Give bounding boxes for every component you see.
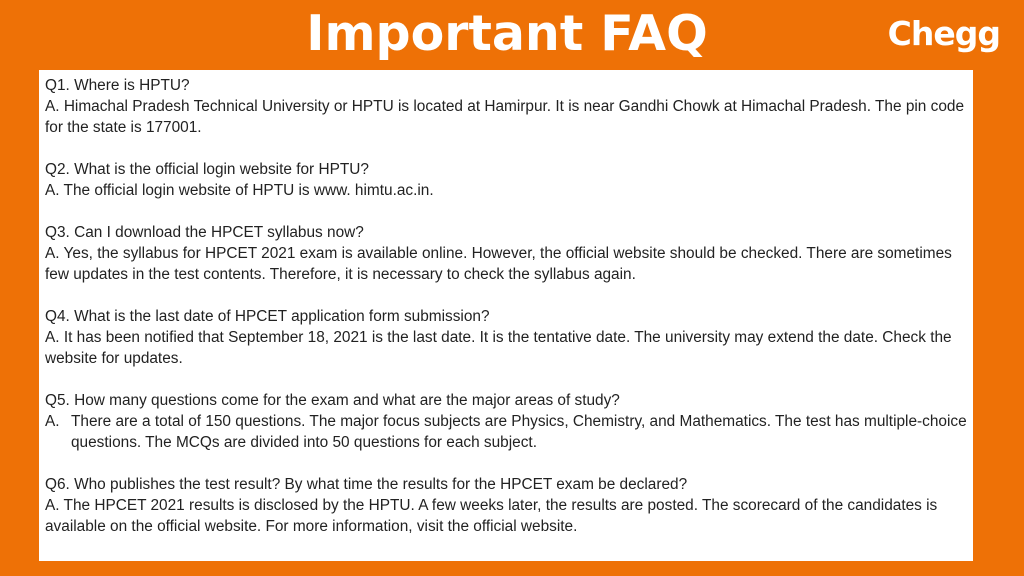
faq-item-6: [45, 474, 967, 537]
faq-answer: A. The HPCET 2021 results is disclosed by the HPTU. A few weeks later, the results are posted. The scorecard of the candidates is available on the official website. For more information, visit the official website.: [45, 497, 938, 535]
faq-question: Q3. Can I download the HPCET syllabus now?: [45, 224, 364, 241]
faq-question: Q4. What is the last date of HPCET application form submission?: [45, 308, 490, 325]
faq-item-4: [45, 306, 967, 369]
faq-answer: A. Yes, the syllabus for HPCET 2021 exam is available online. However, the official website should be checked. There are sometimes few updates in the test contents. Therefore, it is necessary to check the syllabus again.: [45, 245, 952, 283]
faq-item-2: [45, 159, 967, 201]
faq-answer-text: There are a total of 150 questions. The major focus subjects are Physics, Chemistry, and Mathematics. The test has multiple-choice questions. The MCQs are divided into 50 questions for each subject.: [71, 413, 967, 451]
faq-answer: A. The official login website of HPTU is www. himtu.ac.in.: [45, 182, 434, 199]
faq-answer: A. Himachal Pradesh Technical University or HPTU is located at Hamirpur. It is near Gandhi Chowk at Himachal Pradesh. The pin code for the state is 177001.: [45, 98, 965, 136]
page-title: Important FAQ: [306, 5, 708, 62]
faq-item-5: [45, 390, 967, 453]
faq-answer: [45, 411, 967, 453]
faq-item-3: [45, 222, 967, 285]
faq-question: Q2. What is the official login website for HPTU?: [45, 161, 369, 178]
chegg-logo: Chegg: [887, 14, 1000, 53]
faq-item-1: [45, 75, 967, 138]
faq-question: Q5. How many questions come for the exam and what are the major areas of study?: [45, 392, 620, 409]
faq-answer: A. It has been notified that September 18, 2021 is the last date. It is the tentative date. The university may extend the date. Check the website for updates.: [45, 329, 952, 367]
faq-question: Q6. Who publishes the test result? By what time the results for the HPCET exam be declared?: [45, 476, 688, 493]
faq-answer-lead: A.: [45, 413, 60, 430]
faq-panel: [39, 70, 973, 561]
faq-question: Q1. Where is HPTU?: [45, 77, 190, 94]
